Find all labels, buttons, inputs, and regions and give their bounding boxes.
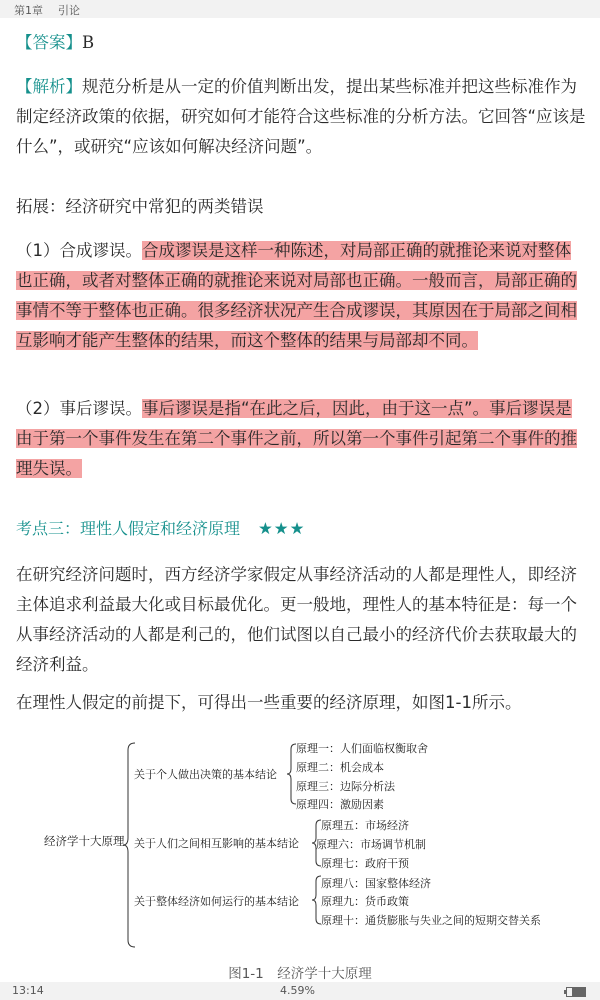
principle-9: 原理九：货币政策 (321, 895, 409, 908)
chapter-label: 第1章 (14, 4, 43, 17)
battery-icon (566, 987, 586, 997)
section-label: 引论 (58, 4, 80, 17)
principle-8: 原理八：国家整体经济 (321, 877, 431, 890)
principle-7: 原理七：政府干预 (321, 857, 409, 870)
error-paragraph-1 (16, 236, 586, 356)
principle-3: 原理三：边际分析法 (296, 780, 395, 793)
reader-header (0, 0, 600, 18)
group-3-brace (312, 876, 321, 924)
reader-status-bar (0, 982, 600, 1000)
error-2-prefix: （2）事后谬误。 (16, 399, 142, 418)
principle-6: 原理六：市场调节机制 (316, 838, 426, 851)
group-1-label: 关于个人做出决策的基本结论 (134, 768, 277, 781)
error-1-prefix: （1）合成谬误。 (16, 241, 142, 260)
error-1-highlight[interactable]: 合成谬误是这样一种陈述，对局部正确的就推论来说对整体也正确，或者对整体正确的就推论来说对局部也正确。一般而言，局部正确的事情不等于整体也正确。很多经济状况产生合成谬误，其原因在于局部之间相互影响才能产生整体的结果，而这个整体的结果与局部却不同。 (16, 241, 577, 350)
answer-line (16, 28, 586, 58)
principle-4: 原理四：激励因素 (296, 798, 384, 811)
kaodian-heading (16, 514, 586, 544)
extension-title: 拓展：经济研究中常犯的两类错误 (16, 197, 264, 216)
kaodian-title: 考点三：理性人假定和经济原理 (16, 519, 241, 538)
answer-value: B (82, 33, 95, 52)
principle-2: 原理二：机会成本 (296, 761, 384, 774)
error-paragraph-2 (16, 394, 586, 484)
principle-10: 原理十：通货膨胀与失业之间的短期交替关系 (321, 914, 541, 927)
principle-5: 原理五：市场经济 (321, 819, 409, 832)
group-3-label: 关于整体经济如何运行的基本结论 (134, 895, 299, 908)
battery-fill (572, 988, 585, 996)
principle-1: 原理一：人们面临权衡取舍 (296, 742, 428, 755)
analysis-label: 【解析】 (16, 77, 82, 96)
diagram-root: 经济学十大原理 (44, 834, 125, 848)
rating-stars: ★★★ (258, 519, 306, 538)
group-2-label: 关于人们之间相互影响的基本结论 (134, 837, 299, 850)
body-paragraph-1: 在研究经济问题时，西方经济学家假定从事经济活动的人都是理性人，即经济主体追求利益最大化或目标最优化。更一般地，理性人的基本特征是：每一个从事经济活动的人都是利己的，他们试图以自己最小的经济代价去获取最大的经济利益。 (16, 565, 577, 674)
reading-progress: 4.59% (280, 984, 315, 997)
answer-label: 【答案】 (16, 33, 82, 52)
ten-principles-diagram (40, 738, 580, 953)
body-paragraph-2: 在理性人假定的前提下，可得出一些重要的经济原理，如图1-1所示。 (16, 693, 522, 712)
figure-caption: 图1-1 经济学十大原理 (228, 966, 372, 982)
clock: 13:14 (12, 984, 44, 997)
error-2-highlight[interactable]: 事后谬误是指“在此之后，因此，由于这一点”。事后谬误是由于第一个事件发生在第二个事件之前，所以第一个事件引起第二个事件的推理失误。 (16, 399, 577, 478)
group-1-brace (287, 744, 296, 804)
analysis-text: 规范分析是从一定的价值判断出发，提出某些标准并把这些标准作为制定经济政策的依据，研究如何才能符合这些标准的分析方法。它回答“应该是什么”，或研究“应该如何解决经济问题”。 (16, 77, 586, 156)
analysis-paragraph (16, 72, 586, 162)
